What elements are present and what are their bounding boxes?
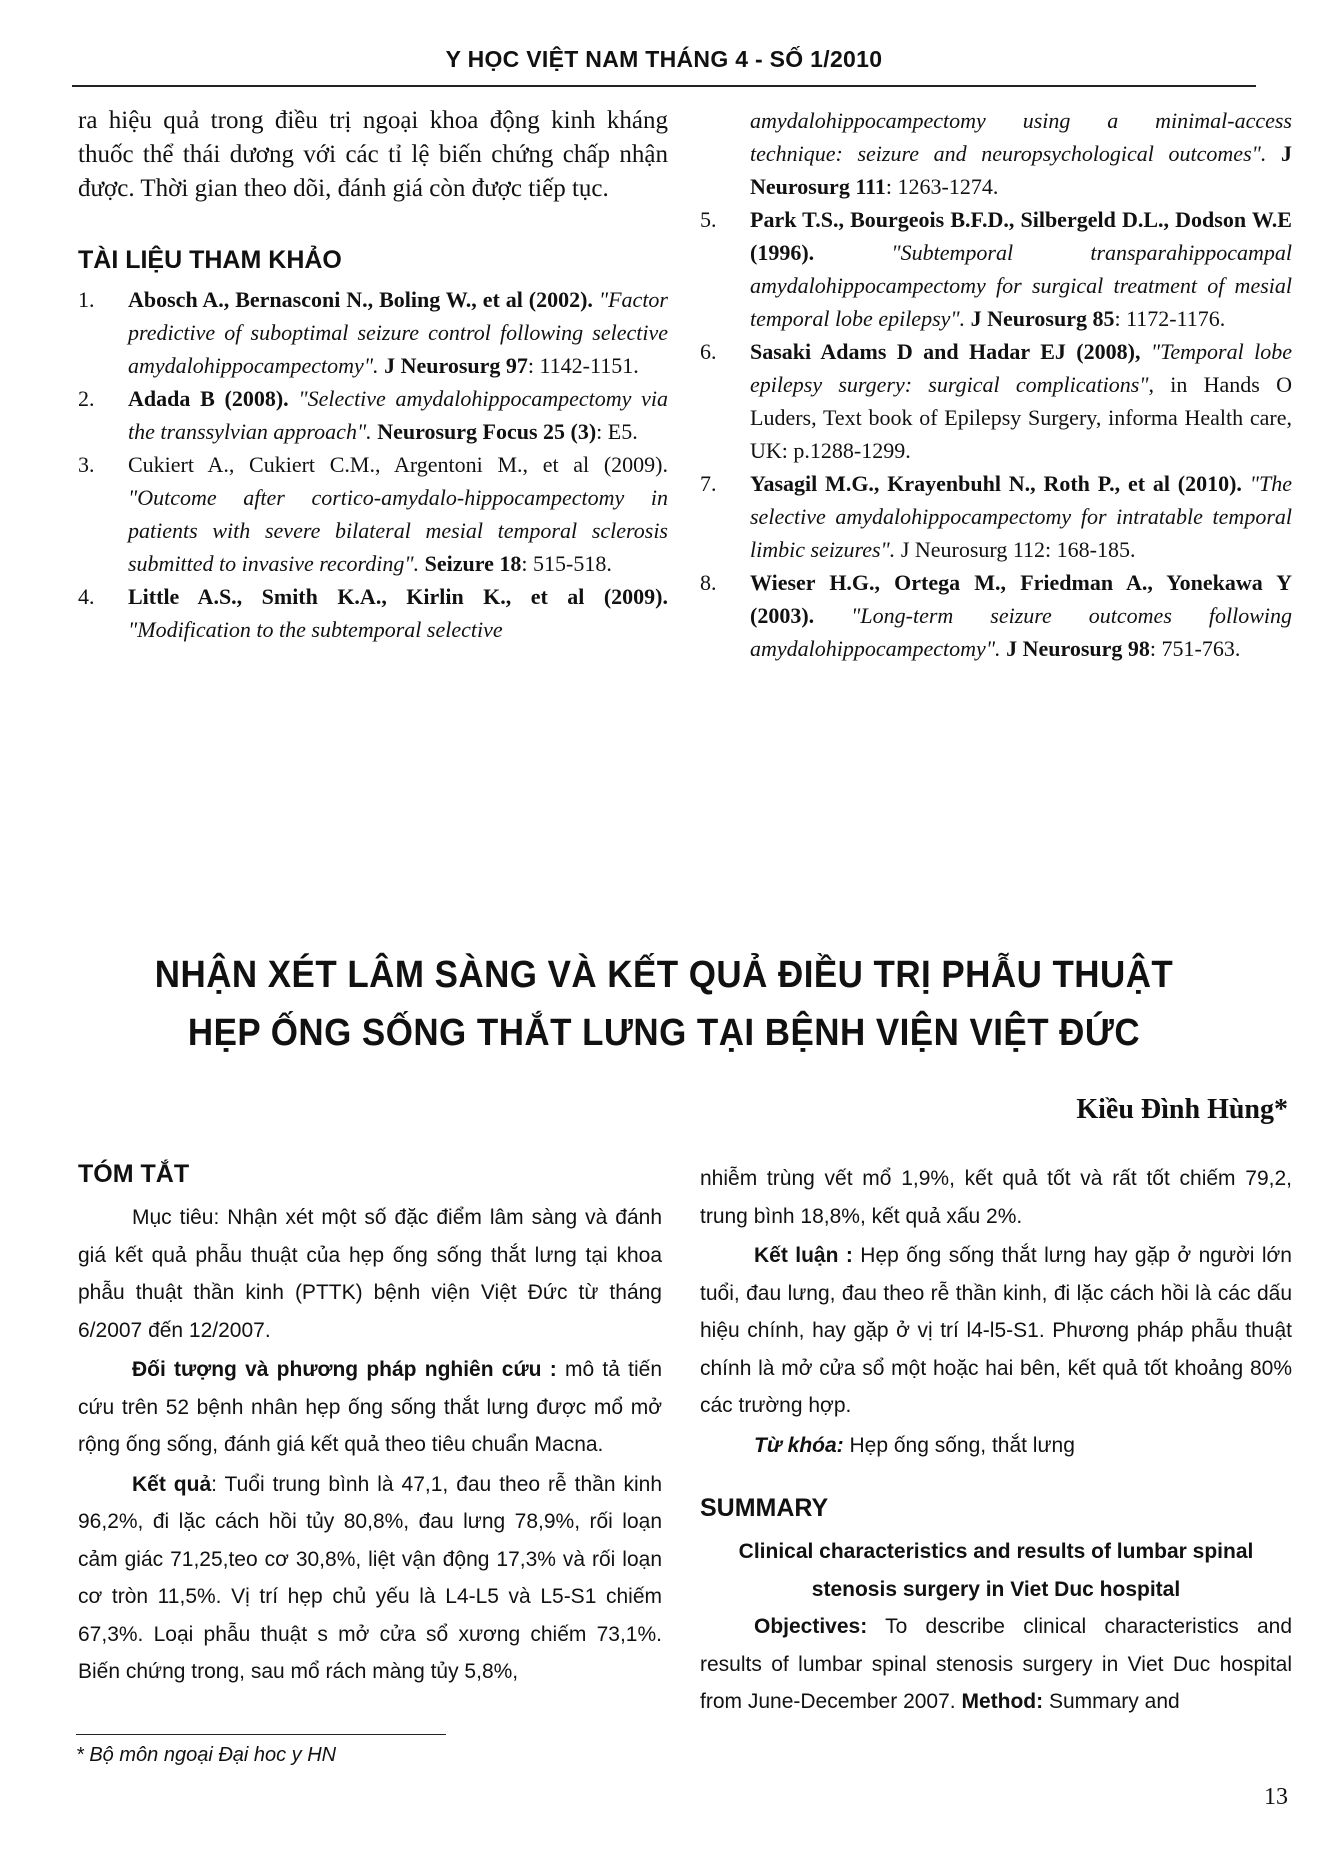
abstract-method: Đối tượng và phương pháp nghiên cứu : mô tả tiến cứu trên 52 bệnh nhân hẹp ống sống thắt lưng được mổ mở rộng ống sống, đánh giá kết quả theo tiêu chuẩn Macna. [78,1358,662,1456]
reference-item: 2. Adada B (2008). "Selective amydalohippocampectomy via the transsylvian approach". Neurosurg Focus 25 (3): E5. [78,386,669,444]
article-title-line: HẸP ỐNG SỐNG THẮT LƯNG TẠI BỆNH VIỆN VIỆT ĐỨC [187,1012,1141,1054]
reference-item: 8. Wieser H.G., Ortega M., Friedman A., Yonekawa Y (2003). "Long-term seizure outcomes following amydalohippocampectomy". J Neurosurg 98: 751-763. [700,570,1292,661]
reference-continuation: amydalohippocampectomy using a minimal-access technique: seizure and neuropsychological outcomes". J Neurosurg 111: 1263-1274. [750,108,1292,199]
references-heading: TÀI LIỆU THAM KHẢO [78,246,342,274]
article-author: Kiều Đình Hùng* [1076,1094,1288,1125]
reference-item: 7. Yasagil M.G., Krayenbuhl N., Roth P., et al (2010). "The selective amydalohippocampectomy for intratable temporal limbic seizures". J Neurosurg 112: 168-185. [700,471,1293,562]
footnote-rule [76,1734,446,1735]
previous-article-conclusion: ra hiệu quả trong điều trị ngoại khoa động kinh kháng thuốc thể thái dương với các tỉ lệ biến chứng chấp nhận được. Thời gian theo dõi, đánh giá còn được tiếp tục. [78,107,668,202]
left-column-top [78,104,668,646]
right-column-top [700,104,1292,665]
reference-item: 1. Abosch A., Bernasconi N., Boling W., et al (2002). "Factor predictive of suboptimal seizure control following selective amydalohippocampectomy". J Neurosurg 97: 1142-1151. [78,287,668,378]
abstract-results: Kết quả: Tuổi trung bình là 47,1, đau theo rễ thần kinh 96,2%, đi lặc cách hồi tủy 80,8%, đau lưng 78,9%, rối loạn cảm giác 71,25,teo cơ 30,8%, liệt vận động 17,3% và rối loạn cơ tròn 11,5%. Vị trí hẹp chủ yếu là L4-L5 và L5-S1 chiếm 67,3%. Loại phẫu thuật s mở cửa sổ xương chiếm 73,1%. Biến chứng trong, sau mổ rách màng tủy 5,8%, [78,1472,663,1683]
author-affiliation-footnote: * Bộ môn ngoại Đại hoc y HN [76,1744,337,1766]
right-column-abstract [700,1160,1292,1723]
abstract-keywords: Từ khóa: Hẹp ống sống, thắt lưng [754,1433,1075,1457]
abstract-heading: TÓM TẮT [78,1160,190,1188]
reference-item: 3. Cukiert A., Cukiert C.M., Argentoni M., et al (2009). "Outcome after cortico-amydalo-hippocampectomy in patients with severe bilateral mesial temporal sclerosis submitted to invasive recording". Seizure 18: 515-518. [78,452,668,576]
reference-item: 6. Sasaki Adams D and Hadar EJ (2008), "Temporal lobe epilepsy surgery: surgical complications", in Hands O Luders, Text book of Epilepsy Surgery, informa Health care, UK: p.1288-1299. [700,339,1293,463]
summary-title: Clinical characteristics and results of lumbar spinal stenosis surgery in Viet Duc hospital [738,1540,1254,1601]
running-header: Y HỌC VIỆT NAM THÁNG 4 - SỐ 1/2010 [445,46,883,72]
abstract-objective: Mục tiêu: Nhận xét một số đặc điểm lâm sàng và đánh giá kết quả phẫu thuật của hẹp ống sống thắt lưng tại khoa phẫu thuật thần kinh (PTTK) bệnh viện Việt Đức từ tháng 6/2007 đến 12/2007. [78,1206,662,1342]
left-column-abstract [78,1160,662,1693]
article-title-line: NHẬN XÉT LÂM SÀNG VÀ KẾT QUẢ ĐIỀU TRỊ PHẪU THUẬT [154,954,1174,996]
page-number: 13 [1264,1784,1288,1810]
abstract-conclusion: Kết luận : Hẹp ống sống thắt lưng hay gặp ở người lớn tuổi, đau lưng, đau theo rễ thần kinh, đi lặc cách hồi là các dấu hiệu chính, hay gặp ở vị trí l4-l5-S1. Phương pháp phẫu thuật chính là mở cửa sổ một hoặc hai bên, kết quả tốt khoảng 80% các trường hợp. [700,1244,1292,1417]
summary-heading: SUMMARY [700,1494,829,1522]
abstract-results-continued: nhiễm trùng vết mổ 1,9%, kết quả tốt và rất tốt chiếm 79,2, trung bình 18,8%, kết quả xấu 2%. [700,1167,1292,1228]
header-rule [72,85,1256,87]
reference-item: 5. Park T.S., Bourgeois B.F.D., Silbergeld D.L., Dodson W.E (1996). "Subtemporal transparahippocampal amydalohippocampectomy for surgical treatment of mesial temporal lobe epilepsy". J Neurosurg 85: 1172-1176. [700,207,1292,331]
summary-objectives: Objectives: To describe clinical characteristics and results of lumbar spinal stenosis surgery in Viet Duc hospital from June-December 2007. Method: Summary and [700,1615,1292,1713]
reference-item: 4. Little A.S., Smith K.A., Kirlin K., et al (2009). "Modification to the subtemporal selective [78,584,668,642]
article-title [53,946,1275,1062]
